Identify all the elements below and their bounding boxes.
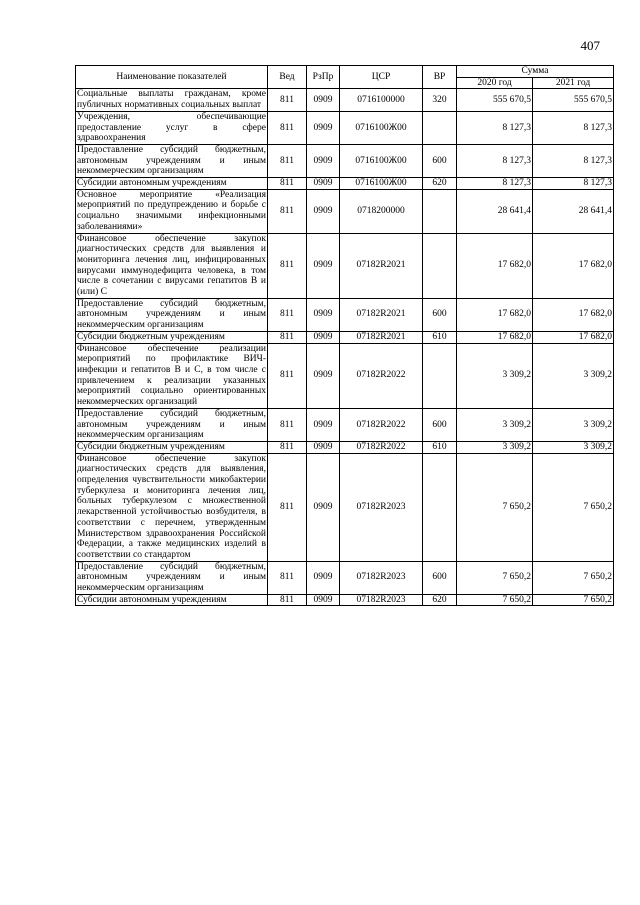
row-sum-2021: 17 682,0 [533, 233, 614, 298]
row-sum-2021: 3 309,2 [533, 343, 614, 408]
row-vr [423, 189, 457, 233]
row-sum-2020: 8 127,3 [457, 178, 533, 190]
row-vr: 600 [423, 298, 457, 331]
row-name: Субсидии автономным учреждениям [76, 178, 268, 190]
row-rzpr: 0909 [307, 144, 340, 177]
row-sum-2021: 28 641,4 [533, 189, 614, 233]
row-name: Основное мероприятие «Реализация мероприятий по предупреждению и борьбе с социально значимыми инфекционными заболеваниями» [77, 189, 266, 232]
row-rzpr: 0909 [307, 189, 340, 233]
row-vr: 610 [423, 331, 457, 343]
row-name: Предоставление субсидий бюджетным, автономным учреждениям и иным некоммерческим организациям [77, 408, 266, 441]
row-vr [423, 111, 457, 144]
header-ved: Вед [268, 66, 307, 89]
row-csr: 0718200000 [340, 189, 423, 233]
table-body [76, 89, 614, 606]
row-rzpr: 0909 [307, 453, 340, 561]
table-row [76, 441, 614, 453]
row-sum-2020: 555 670,5 [457, 89, 533, 111]
row-vr: 320 [423, 89, 457, 111]
row-name: Финансовое обеспечение закупок диагностических средств для выявления и мониторинга лечения лиц, инфицированных вирусами иммунодефицита человека, в том числе в сочетании с вирусами гепатитов В и (или) С [77, 233, 266, 298]
row-ved: 811 [268, 233, 307, 298]
page-number: 407 [580, 38, 600, 53]
row-sum-2021: 7 650,2 [533, 561, 614, 594]
row-rzpr: 0909 [307, 343, 340, 408]
table-row [76, 561, 614, 594]
table-row [76, 233, 614, 298]
row-vr: 620 [423, 594, 457, 606]
row-sum-2020: 7 650,2 [457, 594, 533, 606]
row-rzpr: 0909 [307, 441, 340, 453]
row-sum-2021: 3 309,2 [533, 441, 614, 453]
row-name: Финансовое обеспечение реализации мероприятий по профилактике ВИЧ-инфекции и гепатитов В и С, в том числе с привлечением к реализации указанных мероприятий социально ориентированных некоммерческих организаций [77, 343, 266, 408]
row-vr: 610 [423, 441, 457, 453]
table-row [76, 343, 614, 408]
row-csr: 07182R2021 [340, 298, 423, 331]
row-sum-2021: 8 127,3 [533, 144, 614, 177]
header-year-2020: 2020 год [457, 77, 533, 89]
row-csr: 0716100Ж00 [340, 144, 423, 177]
row-vr [423, 343, 457, 408]
row-name: Социальные выплаты гражданам, кроме публичных нормативных социальных выплат [77, 89, 266, 111]
table-row [76, 408, 614, 441]
header-csr: ЦСР [340, 66, 423, 89]
row-sum-2021: 555 670,5 [533, 89, 614, 111]
row-vr: 600 [423, 144, 457, 177]
row-ved: 811 [268, 343, 307, 408]
header-rzpr: РзПр [307, 66, 340, 89]
row-csr: 0716100Ж00 [340, 178, 423, 190]
table-row [76, 594, 614, 606]
row-csr: 07182R2022 [340, 408, 423, 441]
row-sum-2021: 8 127,3 [533, 178, 614, 190]
table-row [76, 144, 614, 177]
table-row [76, 178, 614, 190]
table-row [76, 189, 614, 233]
row-sum-2020: 7 650,2 [457, 561, 533, 594]
row-vr: 600 [423, 408, 457, 441]
header-sum: Сумма [457, 66, 614, 78]
row-rzpr: 0909 [307, 233, 340, 298]
row-name: Учреждения, обеспечивающие предоставление услуг в сфере здравоохранения [77, 111, 266, 144]
row-sum-2020: 3 309,2 [457, 343, 533, 408]
row-name: Субсидии бюджетным учреждениям [76, 331, 268, 343]
row-ved: 811 [268, 408, 307, 441]
row-csr: 0716100Ж00 [340, 111, 423, 144]
row-sum-2020: 28 641,4 [457, 189, 533, 233]
row-ved: 811 [268, 441, 307, 453]
row-sum-2021: 17 682,0 [533, 331, 614, 343]
row-vr: 620 [423, 178, 457, 190]
row-csr: 07182R2023 [340, 453, 423, 561]
table-row [76, 89, 614, 111]
row-name: Финансовое обеспечение закупок диагностических средств для выявления, определения чувствительности микобактерии туберкулеза и мониторинга лечения лиц, больных туберкулезом с множественной лекарственной устойчивостью возбудителя, в соответствии с перечнем, утвержденным Министерством здравоохранения Российской Федерации, а также медицинских изделий в соответствии со стандартом [77, 453, 266, 560]
row-sum-2020: 7 650,2 [457, 453, 533, 561]
row-sum-2021: 8 127,3 [533, 111, 614, 144]
row-rzpr: 0909 [307, 298, 340, 331]
row-sum-2021: 17 682,0 [533, 298, 614, 331]
row-vr [423, 453, 457, 561]
budget-table [75, 65, 614, 606]
row-name: Субсидии бюджетным учреждениям [76, 441, 268, 453]
row-rzpr: 0909 [307, 178, 340, 190]
row-ved: 811 [268, 453, 307, 561]
row-name: Предоставление субсидий бюджетным, автономным учреждениям и иным некоммерческим организациям [77, 561, 266, 594]
row-csr: 07182R2021 [340, 233, 423, 298]
row-csr: 0716100000 [340, 89, 423, 111]
row-sum-2020: 8 127,3 [457, 111, 533, 144]
row-rzpr: 0909 [307, 331, 340, 343]
row-name: Предоставление субсидий бюджетным, автономным учреждениям и иным некоммерческим организациям [77, 298, 266, 331]
row-sum-2021: 7 650,2 [533, 453, 614, 561]
row-sum-2020: 17 682,0 [457, 331, 533, 343]
row-ved: 811 [268, 189, 307, 233]
header-year-2021: 2021 год [533, 77, 614, 89]
table-row [76, 453, 614, 561]
row-csr: 07182R2022 [340, 343, 423, 408]
row-ved: 811 [268, 561, 307, 594]
row-rzpr: 0909 [307, 561, 340, 594]
row-ved: 811 [268, 89, 307, 111]
row-name: Предоставление субсидий бюджетным, автономным учреждениям и иным некоммерческим организациям [77, 144, 266, 177]
row-ved: 811 [268, 298, 307, 331]
row-sum-2020: 3 309,2 [457, 441, 533, 453]
row-rzpr: 0909 [307, 89, 340, 111]
table-header [76, 66, 614, 89]
row-ved: 811 [268, 331, 307, 343]
row-rzpr: 0909 [307, 408, 340, 441]
row-rzpr: 0909 [307, 111, 340, 144]
row-ved: 811 [268, 594, 307, 606]
row-vr: 600 [423, 561, 457, 594]
row-sum-2020: 17 682,0 [457, 233, 533, 298]
row-sum-2020: 3 309,2 [457, 408, 533, 441]
row-sum-2021: 3 309,2 [533, 408, 614, 441]
row-name: Субсидии автономным учреждениям [76, 594, 268, 606]
table-row [76, 331, 614, 343]
row-rzpr: 0909 [307, 594, 340, 606]
table-row [76, 111, 614, 144]
row-ved: 811 [268, 111, 307, 144]
row-csr: 07182R2023 [340, 561, 423, 594]
header-name: Наименование показателей [76, 66, 268, 89]
row-ved: 811 [268, 144, 307, 177]
row-vr [423, 233, 457, 298]
row-csr: 07182R2021 [340, 331, 423, 343]
header-vr: ВР [423, 66, 457, 89]
row-sum-2021: 7 650,2 [533, 594, 614, 606]
row-csr: 07182R2022 [340, 441, 423, 453]
row-csr: 07182R2023 [340, 594, 423, 606]
row-sum-2020: 17 682,0 [457, 298, 533, 331]
row-sum-2020: 8 127,3 [457, 144, 533, 177]
row-ved: 811 [268, 178, 307, 190]
table-row [76, 298, 614, 331]
